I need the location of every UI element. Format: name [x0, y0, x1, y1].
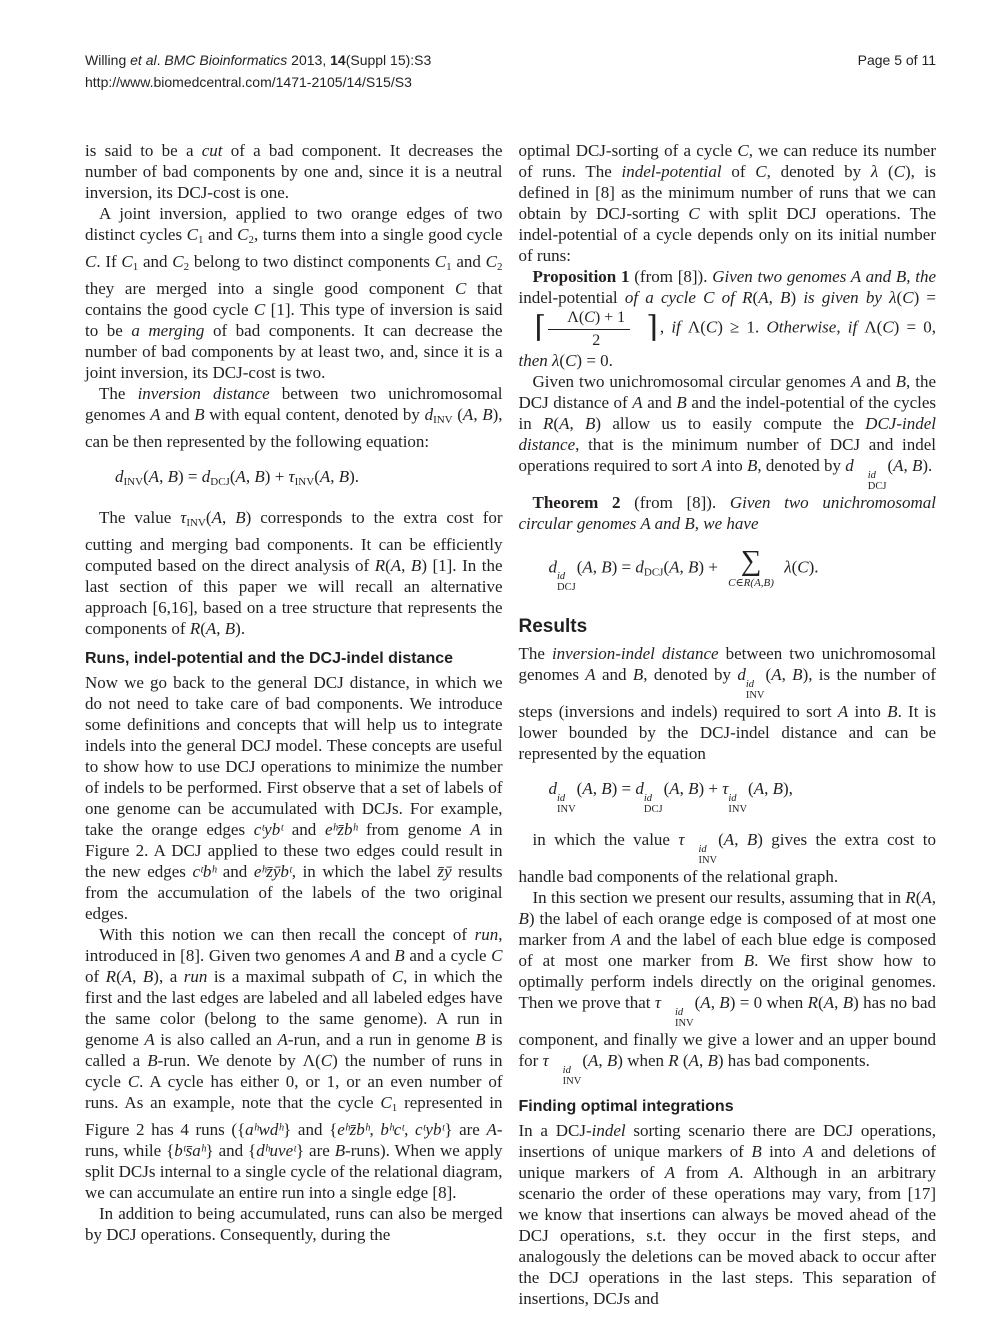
paragraph: A joint inversion, applied to two orange edges of two distinct cycles C1 and C2, turns them into a single good cycle C. If C1 and C2 belong to two distinct components C1 and C2 they are merged into a single good component C that contains the good cycle C [1]. This type of inversion is said to be a merging of bad components. It can decrease the number of bad components by at least two, and, since it is a joint inversion, its DCJ-cost is two. [85, 204, 503, 383]
section-heading-results: Results [518, 615, 588, 637]
page-header [0, 0, 1000, 93]
section-heading-finding-optimal-integrations: Finding optimal integrations [518, 1098, 734, 1116]
display-equation-inversion-indel-distance: d id INV (A, B) = d id DCJ (A, B) + τ id INV (A, B), [548, 779, 793, 816]
proposition-1: Proposition 1 (from [8]). Given two genomes A and B, the indel-potential of a cycle C of R(A, B) is given by λ(C) = ⌈ $\frac{\Lambda(C) + 1}{2}$ ⌉ , if Λ(C) ≥ 1. Otherwise, if Λ(C) = 0, then λ(C) = 0. [518, 267, 937, 370]
citation-url: http://www.biomedcentral.com/1471-2105/14/S15/S3 [85, 73, 412, 90]
two-column-body [0, 93, 1000, 1309]
display-equation-dcj-indel-distance: d id DCJ (A, B) = dDCJ(A, B) + ∑ C∈R(A,B) λ(C). [548, 544, 819, 594]
paragraph: The value τINV(A, B) corresponds to the extra cost for cutting and merging bad components. It can be efficiently computed based on the direct analysis of R(A, B) [1]. In the last section of this paper we will recall an alternative approach [6,16], based on a tree structure that represents the components of R(A, B). [85, 508, 503, 639]
paragraph: The inversion distance between two unichromosomal genomes A and B with equal content, denoted by dINV (A, B), can be then represented by the following equation: [85, 384, 503, 452]
paragraph: In a DCJ-indel sorting scenario there are DCJ operations, insertions of unique markers of B into A and deletions of unique markers of A from A. Although in an arbitrary scenario the order of these operations may vary, from [17] we know that insertions can always be moved ahead of the DCJ operations, s.t. they occur in the first steps, and analogously the deletions can be moved aback to occur after the DCJ operations in the last steps. This separation of insertions, DCJs and [518, 1121, 936, 1309]
paragraph: In addition to being accumulated, runs can also be merged by DCJ operations. Consequently, during the [85, 1204, 503, 1245]
paragraph: optimal DCJ-sorting of a cycle C, we can reduce its number of runs. The indel-potential of C, denoted by λ (C), is defined in [8] as the minimum number of runs that we can obtain by DCJ-sorting C with split DCJ operations. The indel-potential of a cycle depends only on its initial number of runs: [518, 141, 937, 266]
paragraph: in which the value τ id INV (A, B) gives the extra cost to handle bad components of the relational graph. [518, 830, 936, 887]
citation-line: Willing et al. BMC Bioinformatics 2013, 14(Suppl 15):S3 [85, 52, 432, 68]
paragraph: is said to be a cut of a bad component. It decreases the number of bad components by one and, since it is a neutral inversion, its DCJ-cost is one. [85, 141, 503, 203]
paragraph: With this notion we can then recall the concept of run, introduced in [8]. Given two genomes A and B and a cycle C of R(A, B), a run is a maximal subpath of C, in which the first and the last edges are labeled and all labeled edges have the same color (belong to the same genome). A run in genome A is also called an A-run, and a run in genome B is called a B-run. We denote by Λ(C) the number of runs in cycle C. A cycle has either 0, or 1, or an even number of runs. As an example, note that the cycle C1 represented in Figure 2 has 4 runs ({aʰwdʰ} and {eʰz̄bʰ, bʰcᵗ, cᵗybᵗ} are A-runs, while {bᵗs̄aʰ} and {dʰuveᵗ} are B-runs). When we apply split DCJs internal to a single cycle of the relational diagram, we can accumulate an entire run into a single edge [8]. [85, 925, 503, 1203]
section-heading-runs-indel-potential: Runs, indel-potential and the DCJ-indel distance [85, 650, 454, 668]
paragraph: Now we go back to the general DCJ distance, in which we do not need to take care of bad components. We introduce some definitions and concepts that will help us to integrate indels into the general DCJ model. These concepts are useful to show how to use DCJ operations to minimize the number of indels to be performed. First observe that a set of labels of one genome can be accumulated with DCJs. For example, take the orange edges cᵗybᵗ and eʰz̄bʰ from genome A in Figure 2. A DCJ applied to these two edges could result in the new edges cᵗbʰ and eʰz̄ȳbᵗ, in which the label z̄ȳ results from the accumulation of the labels of the two original edges. [85, 673, 503, 924]
page-number: Page 5 of 11 [857, 52, 936, 68]
right-column [519, 140, 937, 1309]
left-column [85, 140, 503, 1309]
paragraph: Given two unichromosomal circular genomes A and B, the DCJ distance of A and B and the indel-potential of the cycles in R(A, B) allow us to easily compute the DCJ-indel distance, that is the minimum number of DCJ and indel operations required to sort A into B, denoted by d id DCJ (A, B). [518, 371, 937, 492]
paragraph: The inversion-indel distance between two unichromosomal genomes A and B, denoted by d id INV (A, B), is the number of steps (inversions and indels) required to sort A into B. It is lower bounded by the DCJ-indel distance and can be represented by the equation [518, 644, 937, 764]
citation-block [85, 50, 431, 93]
display-equation-inversion-distance: dINV(A, B) = dDCJ(A, B) + τINV(A, B). [115, 467, 360, 489]
paragraph: In this section we present our results, assuming that in R(A, B) the label of each orange edge is composed of at most one marker from A and the label of each blue edge is composed of at most one marker from B. We first show how to optimally perform indels directly on the original genomes. Then we prove that τ id INV (A, B) = 0 when R(A, B) has no bad component, and finally we give a lower and an upper bound for τ id INV (A, B) when R (A, B) has bad components. [518, 888, 937, 1088]
theorem-2: Theorem 2 (from [8]). Given two unichromosomal circular genomes A and B, we have [518, 492, 936, 533]
